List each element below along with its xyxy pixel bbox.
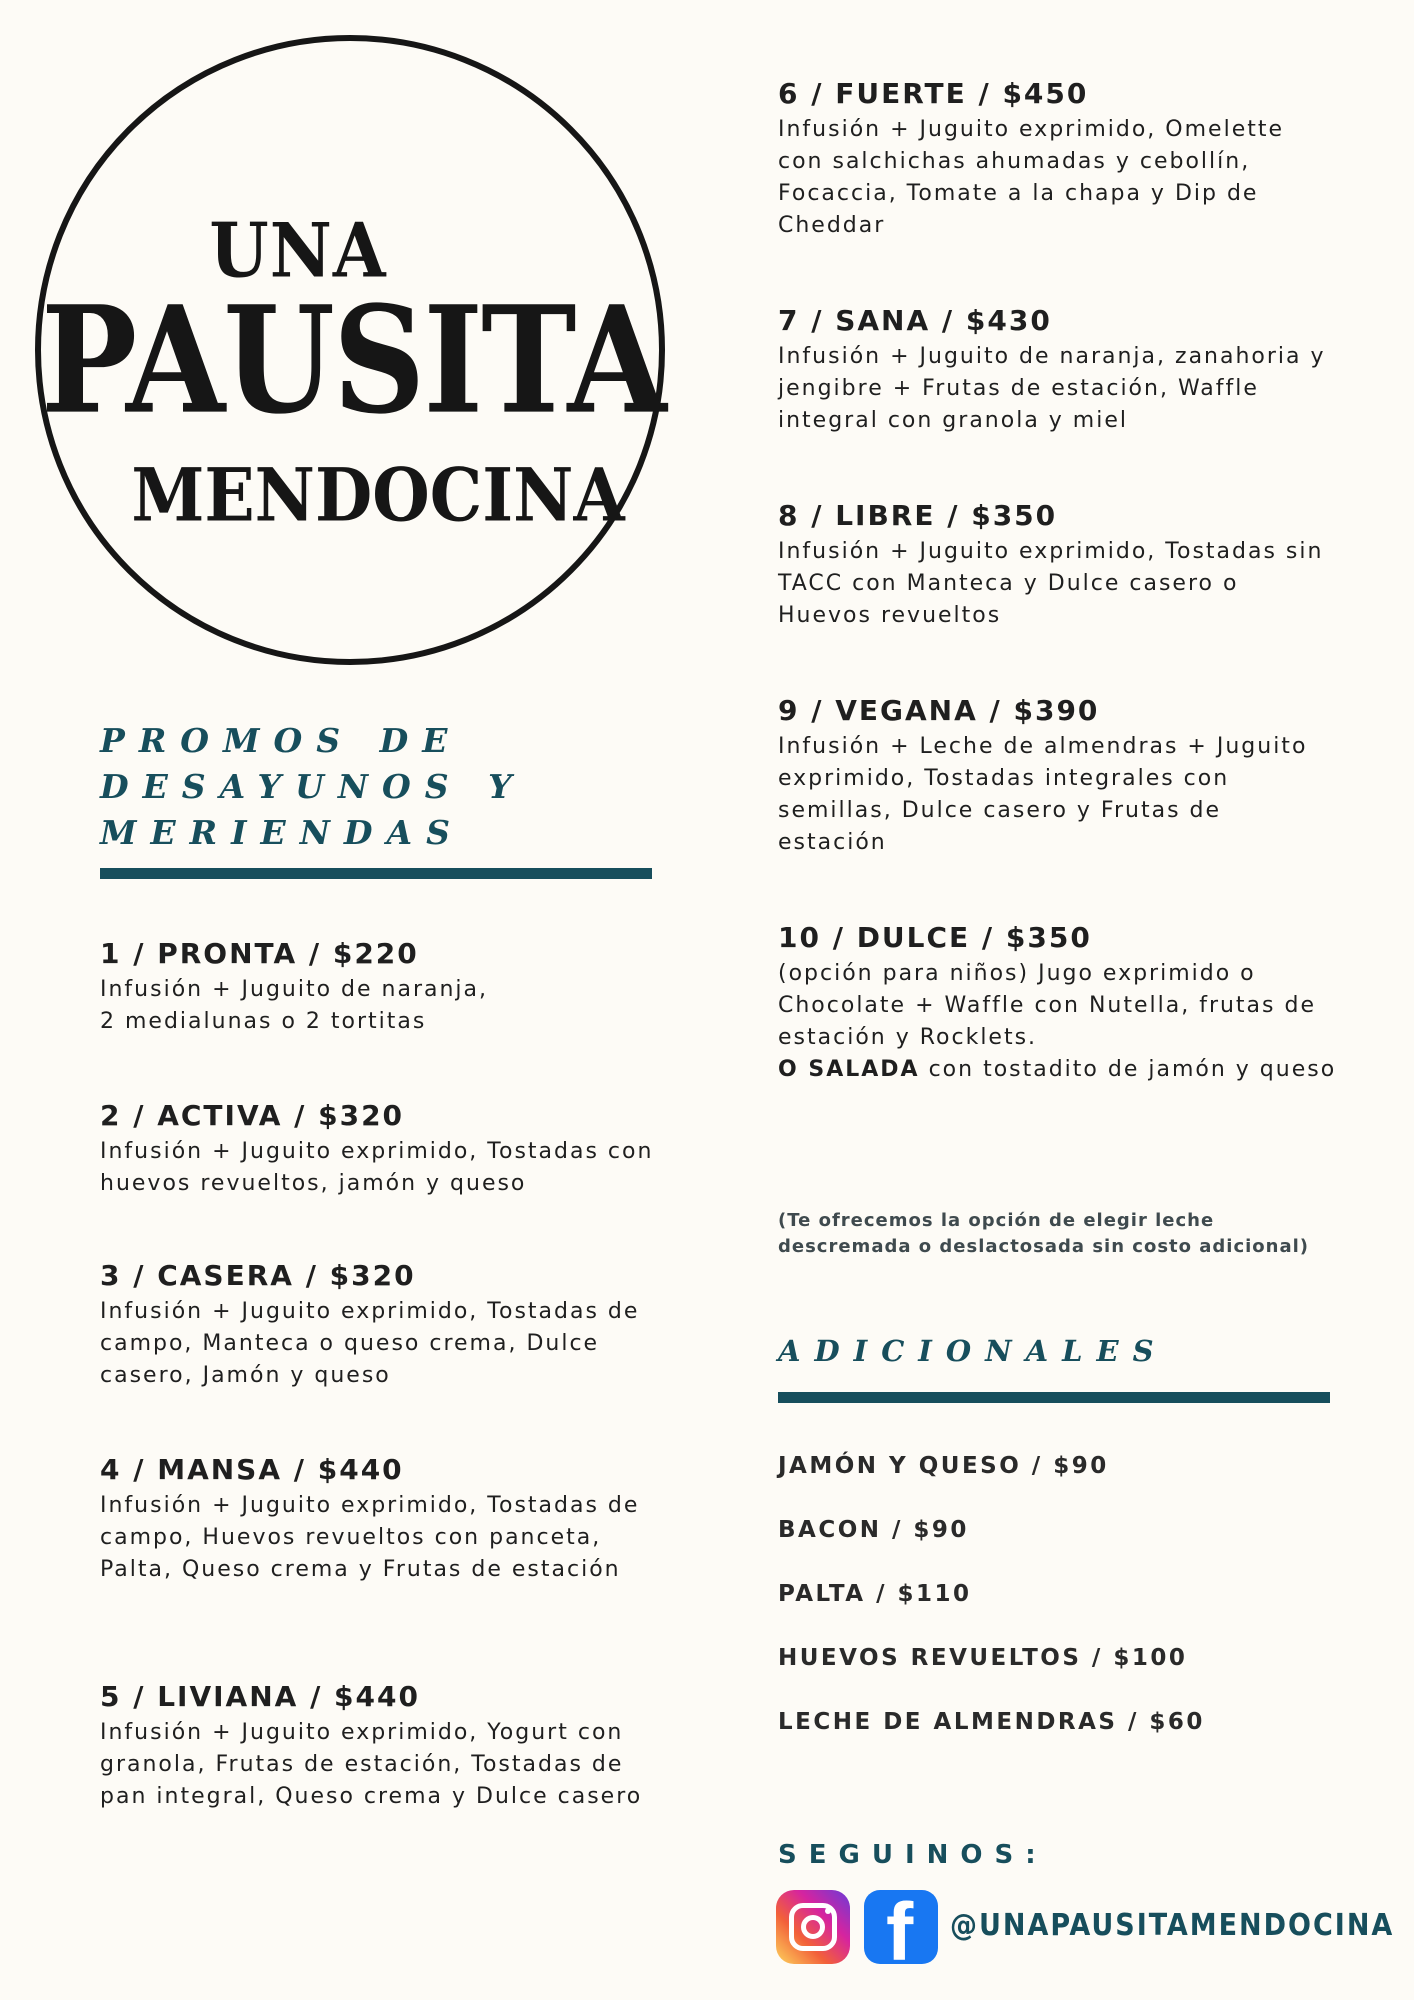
menu-item [100, 1678, 660, 1813]
promo-heading-line-1: PROMOS DE [100, 721, 462, 760]
extra-item: LECHE DE ALMENDRAS / $60 [778, 1709, 1205, 1735]
menu-item-desc: Infusión + Juguito de naranja, 2 medialunas o 2 tortitas [100, 977, 489, 1034]
logo-text-mendocina: MENDOCINA [131, 452, 625, 538]
adicionales-underline [778, 1392, 1330, 1403]
facebook-icon[interactable]: f [864, 1890, 938, 1964]
menu-item [778, 692, 1338, 859]
menu-item-desc-extra: con tostadito de jamón y queso [919, 1057, 1337, 1082]
menu-item-title: 5 / LIVIANA / $440 [100, 1680, 420, 1713]
menu-item [778, 75, 1338, 242]
extra-item: HUEVOS REVUELTOS / $100 [778, 1645, 1188, 1671]
brand-logo [35, 35, 665, 665]
promo-heading-line-2: DESAYUNOS Y [100, 767, 526, 806]
adicionales-heading: ADICIONALES [778, 1334, 1168, 1368]
extra-item: PALTA / $110 [778, 1581, 972, 1607]
menu-item-desc: Infusión + Leche de almendras + Juguito exprimido, Tostadas integrales con semillas, Dulce casero y Frutas de estación [778, 734, 1308, 855]
menu-item [778, 497, 1338, 632]
logo-text-una: UNA [209, 207, 387, 295]
social-handle[interactable]: @UNAPAUSITAMENDOCINA [950, 1908, 1395, 1943]
promo-heading-line-3: MERIENDAS [100, 813, 464, 852]
milk-option-note: (Te ofrecemos la opción de elegir leche descremada o deslactosada sin costo adicional) [778, 1210, 1310, 1257]
menu-item [100, 1451, 660, 1586]
menu-item-title: 9 / VEGANA / $390 [778, 694, 1100, 727]
menu-item-desc: Infusión + Juguito exprimido, Yogurt con granola, Frutas de estación, Tostadas de pan integral, Queso crema y Dulce casero [100, 1720, 643, 1809]
menu-item-title: 4 / MANSA / $440 [100, 1453, 404, 1486]
menu-item [778, 919, 1338, 1086]
menu-item-desc: Infusión + Juguito exprimido, Tostadas con huevos revueltos, jamón y queso [100, 1139, 654, 1196]
menu-item [100, 1257, 660, 1392]
menu-item-desc-bold: O SALADA [778, 1057, 920, 1082]
promo-heading-underline [100, 868, 652, 879]
menu-item-desc: Infusión + Juguito exprimido, Tostadas de campo, Huevos revueltos con panceta, Palta, Queso crema y Frutas de estación [100, 1493, 640, 1582]
menu-item-title: 3 / CASERA / $320 [100, 1259, 416, 1292]
menu-item-title: 7 / SANA / $430 [778, 304, 1052, 337]
follow-label: SEGUINOS: [778, 1840, 1048, 1870]
menu-item-desc: Infusión + Juguito de naranja, zanahoria y jengibre + Frutas de estación, Waffle integral con granola y miel [778, 344, 1326, 433]
menu-item-desc: Infusión + Juguito exprimido, Omelette con salchichas ahumadas y cebollín, Focaccia, Tomate a la chapa y Dip de Cheddar [778, 117, 1285, 238]
menu-item-title: 6 / FUERTE / $450 [778, 77, 1089, 110]
promo-heading [100, 718, 660, 856]
instagram-icon[interactable] [776, 1890, 850, 1964]
menu-item-title: 2 / ACTIVA / $320 [100, 1099, 405, 1132]
menu-item-desc-text: (opción para niños) Jugo exprimido o Chocolate + Waffle con Nutella, frutas de estación y Rocklets. [778, 961, 1316, 1050]
menu-item [778, 302, 1338, 437]
menu-item-desc: Infusión + Juguito exprimido, Tostadas de campo, Manteca o queso crema, Dulce casero, Jamón y queso [100, 1299, 640, 1388]
menu-item-title: 1 / PRONTA / $220 [100, 937, 419, 970]
menu-item [100, 935, 660, 1038]
menu-item-title: 8 / LIBRE / $350 [778, 499, 1058, 532]
menu-item [100, 1097, 660, 1200]
extra-item: BACON / $90 [778, 1517, 969, 1543]
logo-text-pausita: PAUSITA [41, 274, 665, 448]
menu-item-desc [778, 958, 1338, 1086]
extra-item: JAMÓN Y QUESO / $90 [778, 1453, 1109, 1479]
menu-item-title: 10 / DULCE / $350 [778, 921, 1092, 954]
menu-item-desc: Infusión + Juguito exprimido, Tostadas sin TACC con Manteca y Dulce casero o Huevos revueltos [778, 539, 1324, 628]
